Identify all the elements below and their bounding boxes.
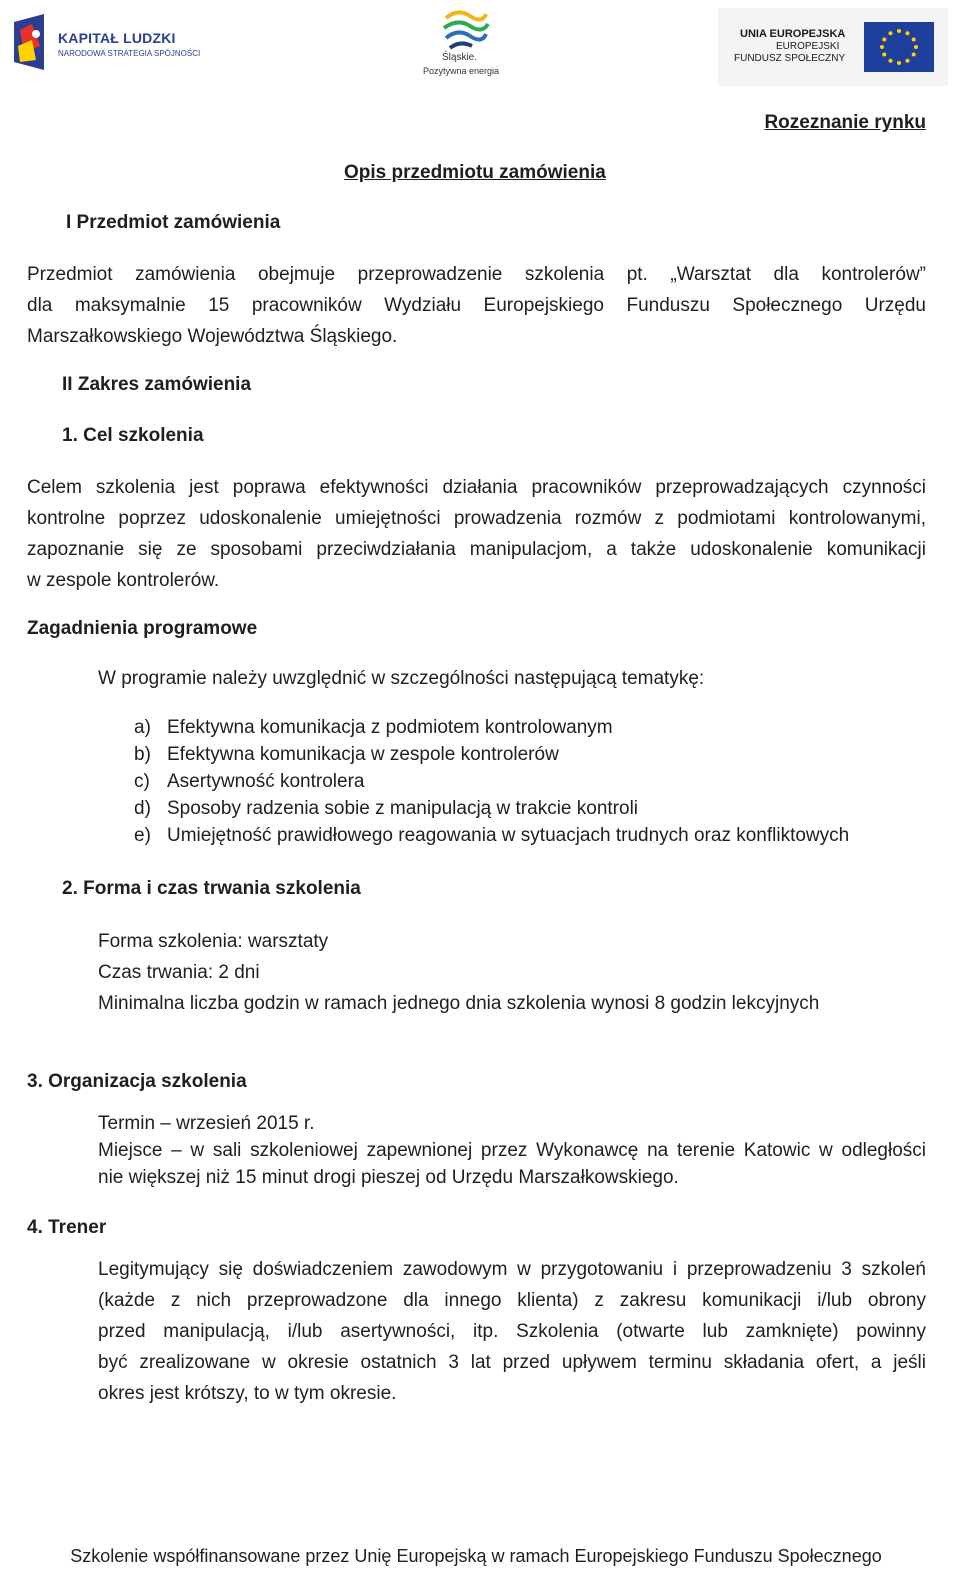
paragraph-line: przed manipulacją, i/lub asertywności, itp. Szkolenia (otwarte lub zamknięte) powinny <box>98 1321 926 1342</box>
detail-line: Czas trwania: 2 dni <box>98 962 260 983</box>
section-1-heading: I Przedmiot zamówienia <box>66 212 281 233</box>
list-text: Asertywność kontrolera <box>167 771 365 792</box>
detail-line: Miejsce – w sali szkoleniowej zapewnionej przez Wykonawcę na terenie Katowic w odległości <box>98 1140 926 1161</box>
paragraph-line: okres jest krótszy, to w tym okresie. <box>98 1383 397 1404</box>
paragraph-line: Przedmiot zamówienia obejmuje przeprowadzenie szkolenia pt. „Warsztat dla kontrolerów” <box>27 264 926 285</box>
eu-line-1: UNIA EUROPEJSKA <box>740 28 846 40</box>
kapital-ludzki-subtitle: NARODOWA STRATEGIA SPÓJNOŚCI <box>58 49 201 58</box>
program-heading: Zagadnienia programowe <box>27 618 258 639</box>
list-text: Umiejętność prawidłowego reagowania w sytuacjach trudnych oraz konfliktowych <box>167 825 850 846</box>
item-3-details <box>98 1110 926 1191</box>
paragraph-line: (każde z nich przeprowadzone dla innego klienta) z zakresu komunikacji i/lub obrony <box>98 1290 926 1311</box>
detail-line: nie większej niż 15 minut drogi pieszej od Urzędu Marszałkowskiego. <box>98 1167 679 1188</box>
eu-flag-icon <box>864 22 934 72</box>
paragraph-line: w zespole kontrolerów. <box>27 570 220 591</box>
paragraph-line: być zrealizowane w okresie ostatnich 3 lat przed upływem terminu składania ofert, a jeśli <box>98 1352 926 1373</box>
item-2-details <box>98 926 819 1019</box>
paragraph-line: Legitymujący się doświadczeniem zawodowym w przygotowaniu i przeprowadzeniu 3 szkoleń <box>98 1259 926 1280</box>
slaskie-slogan: Pozytywna energia <box>423 66 500 76</box>
detail-line: Forma szkolenia: warsztaty <box>98 931 329 952</box>
section-2-heading: II Zakres zamówienia <box>62 374 252 395</box>
kapital-ludzki-emblem-icon <box>10 12 50 72</box>
eu-line-2: EUROPEJSKI <box>776 41 840 52</box>
list-item <box>134 798 849 825</box>
item-1-paragraph <box>27 472 926 596</box>
list-text: Sposoby radzenia sobie z manipulacją w trakcie kontroli <box>167 798 639 819</box>
paragraph-line: dla maksymalnie 15 pracowników Wydziału Europejskiego Funduszu Społecznego Urzędu <box>27 295 926 316</box>
list-marker: e) <box>134 825 151 846</box>
list-marker: d) <box>134 798 151 819</box>
section-1-paragraph <box>27 259 926 352</box>
paragraph-line: Marszałkowskiego Województwa Śląskiego. <box>27 326 398 347</box>
program-list <box>134 717 849 852</box>
item-1-heading: 1. Cel szkolenia <box>62 425 204 446</box>
list-item <box>134 825 849 852</box>
paragraph-line: Celem szkolenia jest poprawa efektywności działania pracowników przeprowadzających czynności <box>27 477 926 498</box>
eu-line-3: FUNDUSZ SPOŁECZNY <box>734 53 846 64</box>
detail-line: Minimalna liczba godzin w ramach jednego dnia szkolenia wynosi 8 godzin lekcyjnych <box>98 993 820 1014</box>
list-item <box>134 744 849 771</box>
detail-line: Termin – wrzesień 2015 r. <box>98 1113 315 1134</box>
item-4-paragraph <box>98 1254 926 1409</box>
eu-efs-logo <box>718 8 948 86</box>
list-marker: a) <box>134 717 151 738</box>
kapital-ludzki-title: KAPITAŁ LUDZKI <box>58 30 176 46</box>
paragraph-line: zapoznanie się ze sposobami przeciwdziałania manipulacjom, a także udoskonalenie komunikacji <box>27 539 926 560</box>
list-text: Efektywna komunikacja z podmiotem kontrolowanym <box>167 717 613 738</box>
item-2-heading: 2. Forma i czas trwania szkolenia <box>62 878 361 899</box>
item-4-heading: 4. Trener <box>27 1217 107 1238</box>
slaskie-logo <box>418 8 508 80</box>
paragraph-line: kontrolne poprzez udoskonalenie umiejętności prowadzenia rozmów z podmiotami kontrolowanymi, <box>27 508 926 529</box>
slaskie-waves-icon <box>440 8 490 52</box>
list-marker: c) <box>134 771 150 792</box>
item-3-heading: 3. Organizacja szkolenia <box>27 1071 247 1092</box>
document-type-title: Rozeznanie rynku <box>764 112 926 133</box>
footer-note: Szkolenie współfinansowane przez Unię Europejską w ramach Europejskiego Funduszu Społecznego <box>70 1546 882 1566</box>
list-item <box>134 717 849 744</box>
list-marker: b) <box>134 744 151 765</box>
slaskie-name: Śląskie. <box>442 52 478 63</box>
kapital-ludzki-logo <box>10 12 201 72</box>
list-item <box>134 771 849 798</box>
main-title: Opis przedmiotu zamówienia <box>344 162 606 183</box>
program-intro: W programie należy uwzględnić w szczególności następującą tematykę: <box>98 668 705 689</box>
list-text: Efektywna komunikacja w zespole kontrolerów <box>167 744 559 765</box>
